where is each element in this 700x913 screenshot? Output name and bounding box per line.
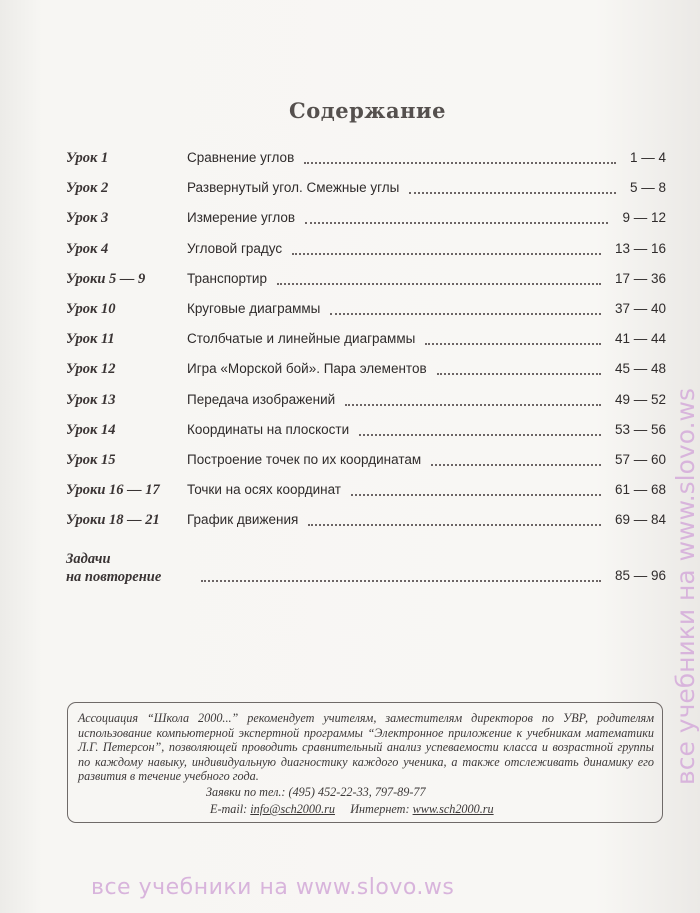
toc-pages: 17 — 36 [614, 270, 666, 286]
toc-topic: Круговые диаграммы [187, 301, 321, 316]
toc-leader-dots [292, 241, 601, 255]
toc-row [66, 180, 666, 202]
toc-leader-dots [305, 210, 608, 224]
toc-pages: 37 — 40 [614, 301, 666, 316]
watermark-side-wrap [669, 125, 700, 785]
advertisement-box [67, 702, 663, 823]
toc-leader-dots [201, 568, 601, 582]
toc-lesson: Урок 14 [66, 421, 116, 438]
toc-lesson: Урок 4 [66, 240, 109, 257]
toc-pages: 1 — 4 [629, 150, 666, 165]
toc-row [66, 512, 666, 534]
toc-row [66, 301, 666, 323]
toc-pages: 49 — 52 [614, 391, 666, 407]
review-label-line1: Задачи [66, 550, 111, 567]
toc-row [66, 392, 666, 414]
toc-row [66, 241, 666, 263]
toc-lesson: Урок 15 [66, 452, 116, 468]
toc-topic: График движения [187, 512, 299, 528]
page-title: Содержание [289, 98, 446, 123]
toc-pages: 41 — 44 [614, 331, 666, 347]
toc-pages: 9 — 12 [622, 210, 666, 226]
toc-topic: Угловой градус [187, 240, 283, 256]
email-label: E-mail: [210, 802, 248, 816]
toc-row [66, 482, 666, 504]
toc-topic: Построение точек по их координатам [187, 452, 422, 467]
watermark-bottom: все учебники на www.slovo.ws [91, 875, 455, 900]
toc-leader-dots [345, 392, 601, 406]
toc-pages: 45 — 48 [614, 361, 666, 377]
advertisement-text: Ассоциация “Школа 2000...” рекомендует учителям, заместителям директоров по УВР, родителям использование компьютерной экспертной программы “Электронное приложение к учебникам математики Л.Г. Петерсон”, позволяющей проводить сравнительный анализ успеваемости класса и возрастной группы по каждому навыку, индивидуальную диагностику каждого ученика, а также отслеживать динамику его развития в течение учебного года. [78, 711, 654, 784]
toc-topic: Развернутый угол. Смежные углы [187, 180, 400, 196]
toc-topic: Игра «Морской бой». Пара элементов [187, 361, 427, 377]
toc-leader-dots [304, 150, 616, 164]
toc-row [66, 150, 666, 172]
toc-topic: Транспортир [187, 270, 267, 286]
toc-row-review [66, 550, 666, 590]
toc-lesson: Урок 13 [66, 391, 116, 408]
toc-leader-dots [359, 422, 601, 436]
toc-pages: 57 — 60 [614, 452, 666, 467]
toc-topic: Точки на осях координат [187, 482, 341, 498]
toc-row [66, 422, 666, 444]
toc-row [66, 361, 666, 383]
website-link[interactable]: www.sch2000.ru [412, 802, 494, 816]
watermark-side: все учебники на www.slovo.ws [671, 388, 700, 785]
toc-lesson: Урок 2 [66, 180, 109, 197]
toc-row [66, 271, 666, 293]
review-pages: 85 — 96 [614, 567, 666, 583]
toc-lesson: Урок 1 [66, 150, 109, 166]
toc-leader-dots [308, 512, 601, 526]
toc-row [66, 452, 666, 474]
toc-lesson: Уроки 18 — 21 [66, 512, 160, 529]
toc-leader-dots [425, 331, 601, 345]
toc-lesson: Урок 11 [66, 331, 115, 348]
toc-topic: Передача изображений [187, 391, 336, 407]
toc-pages: 53 — 56 [614, 421, 666, 437]
toc-lesson: Урок 12 [66, 361, 116, 378]
toc-leader-dots [431, 452, 601, 466]
toc-row [66, 210, 666, 232]
toc-pages: 69 — 84 [614, 512, 666, 528]
toc-lesson: Уроки 16 — 17 [66, 482, 160, 499]
toc-topic: Измерение углов [187, 210, 296, 226]
review-label-line2: на повторение [66, 568, 162, 585]
toc-leader-dots [351, 482, 601, 496]
toc-lesson: Урок 10 [66, 301, 116, 317]
toc-pages: 61 — 68 [614, 482, 666, 498]
toc-topic: Столбчатые и линейные диаграммы [187, 331, 416, 347]
toc-row [66, 331, 666, 353]
toc-lesson: Уроки 5 — 9 [66, 270, 146, 287]
toc-pages: 5 — 8 [629, 180, 666, 196]
contact-line [210, 802, 494, 817]
email-link[interactable]: info@sch2000.ru [250, 802, 335, 816]
toc-topic: Координаты на плоскости [187, 421, 350, 437]
toc-leader-dots [409, 180, 616, 194]
toc-leader-dots [330, 301, 601, 315]
toc-leader-dots [277, 271, 601, 285]
toc-lesson: Урок 3 [66, 210, 109, 227]
toc-leader-dots [437, 361, 601, 375]
phone-line: Заявки по тел.: (495) 452-22-33, 797-89-77 [206, 785, 426, 799]
toc-topic: Сравнение углов [187, 150, 295, 165]
toc-pages: 13 — 16 [614, 240, 666, 256]
internet-label: Интернет: [350, 802, 410, 816]
